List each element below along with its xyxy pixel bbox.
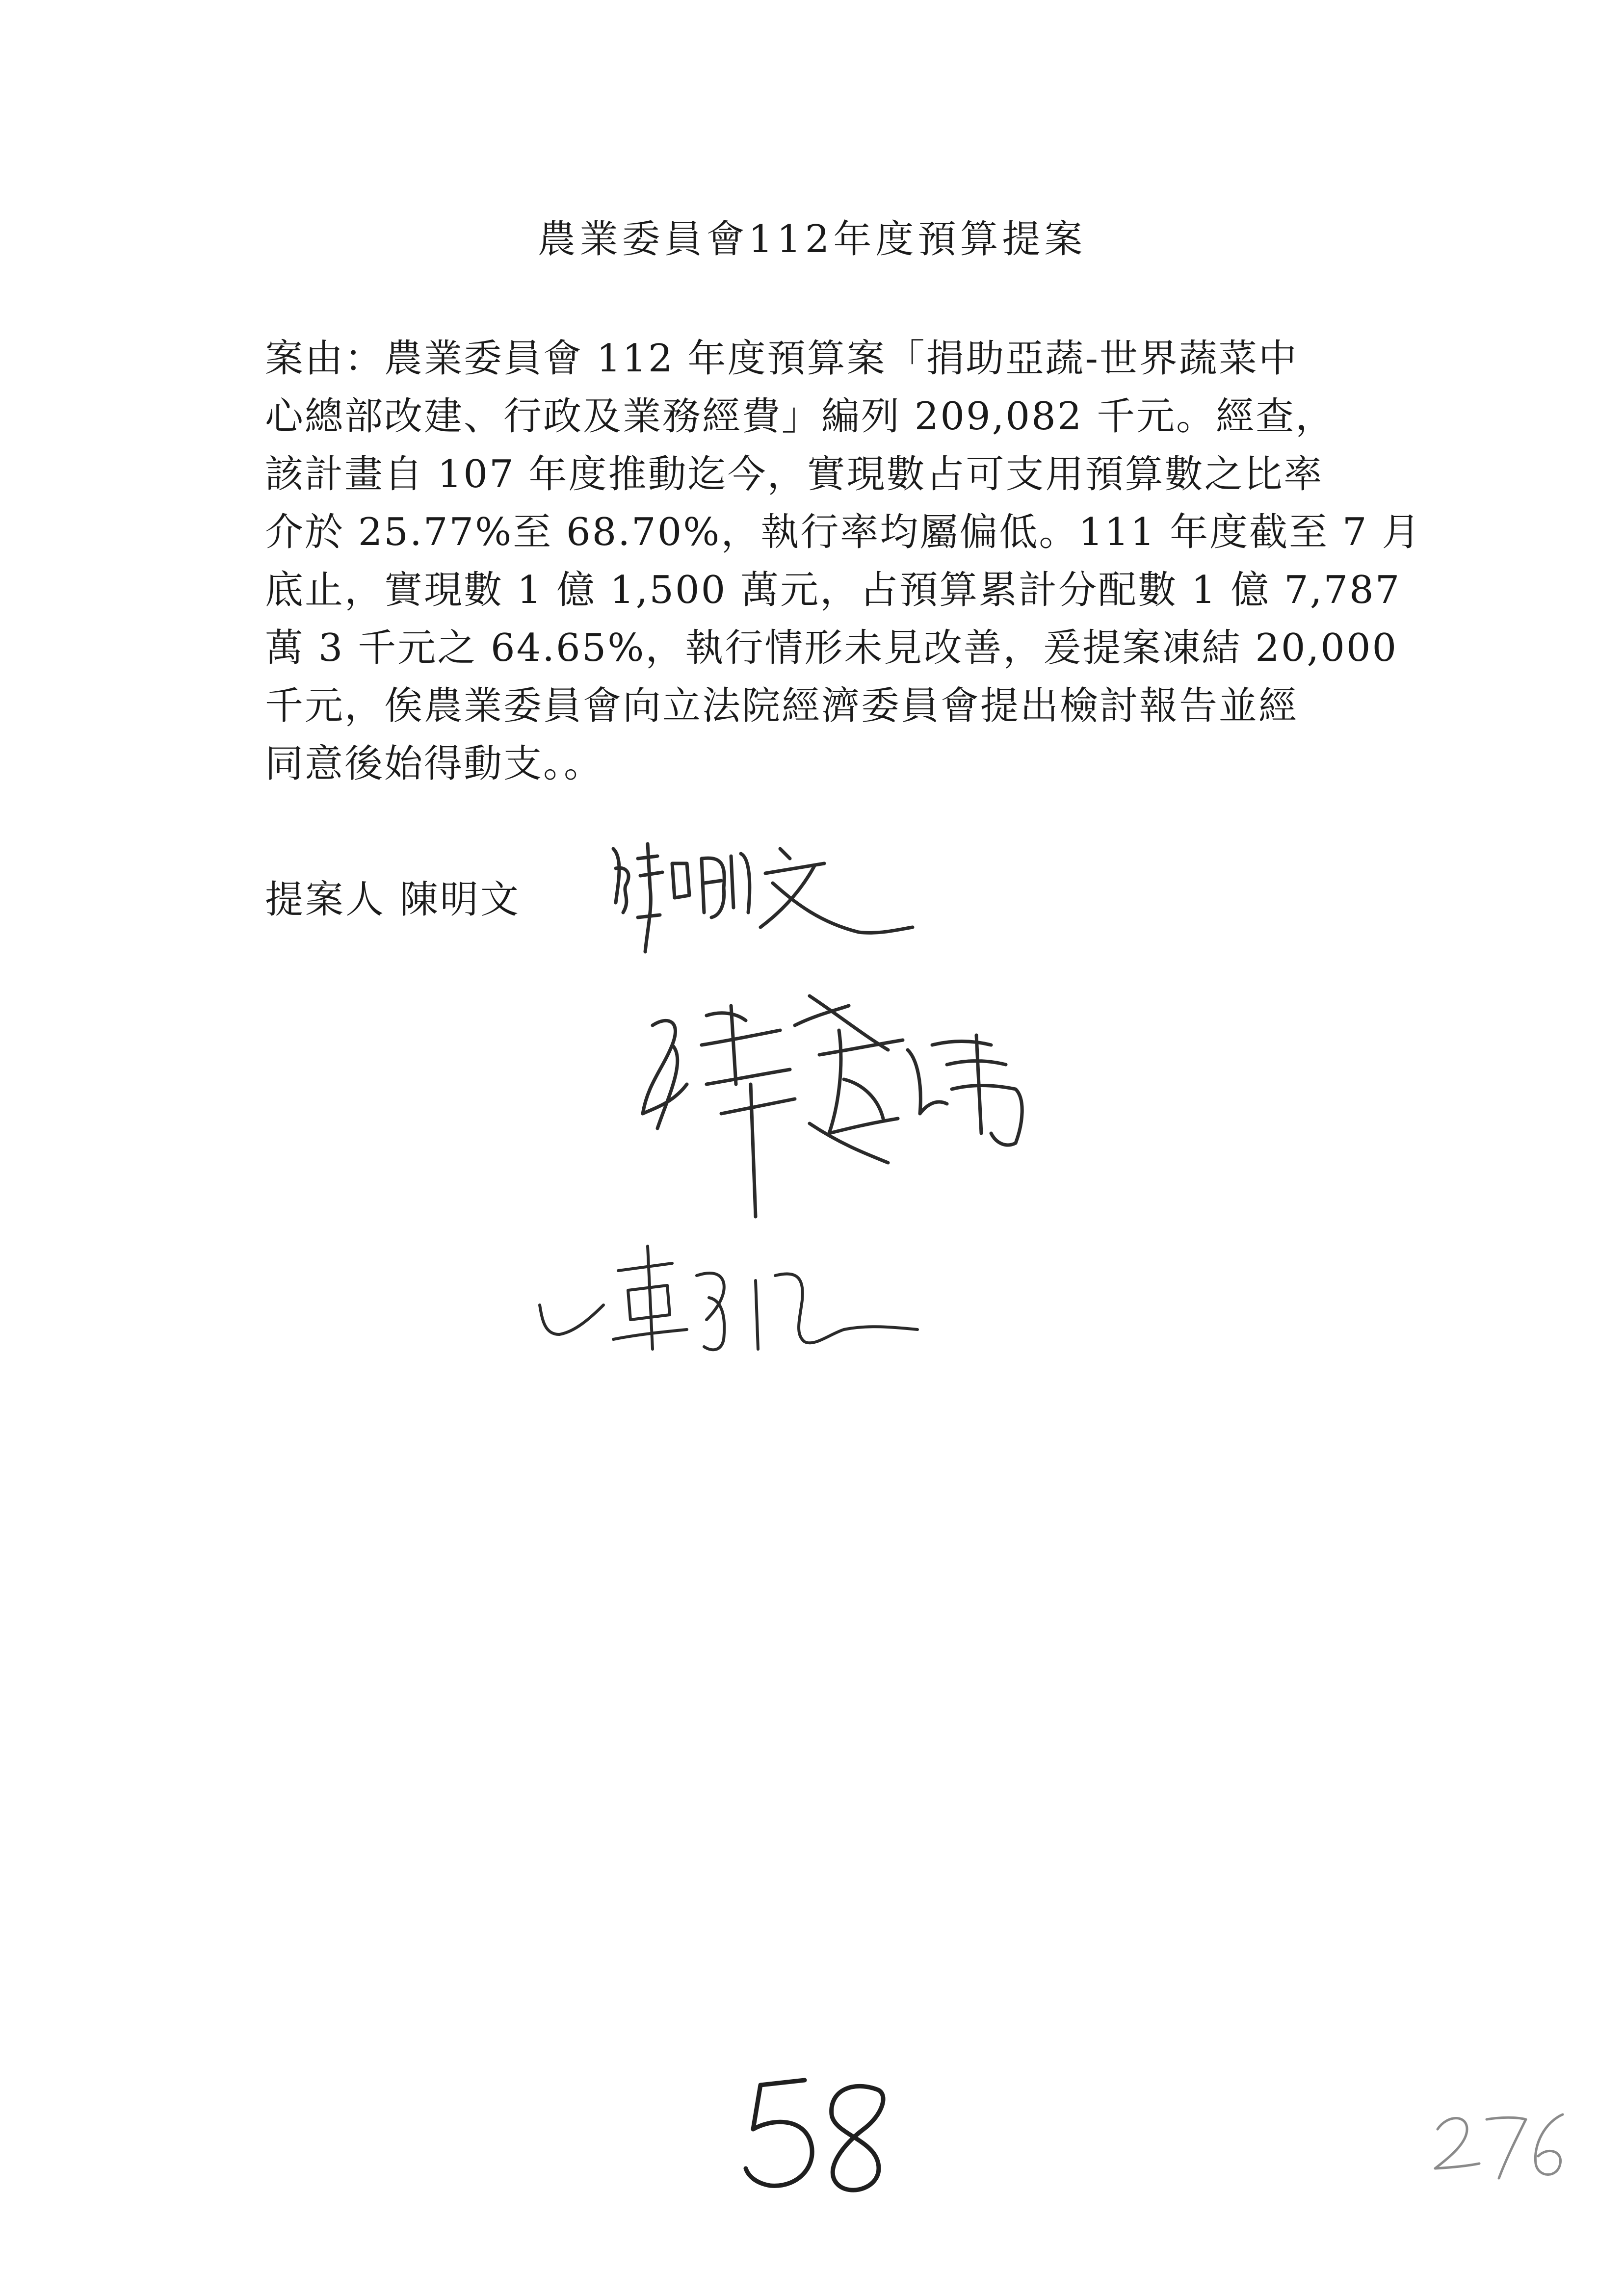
handwritten-signature-1 — [603, 829, 917, 976]
body-line: 底止，實現數 1 億 1,500 萬元，占預算累計分配數 1 億 7,787 — [265, 568, 1401, 612]
body-line: 萬 3 千元之 64.65%，執行情形未見改善，爰提案凍結 20,000 — [265, 626, 1398, 670]
body-line: 心總部改建、行政及業務經費」編列 209,082 千元。經查， — [265, 394, 1336, 439]
handwritten-signature-2 — [633, 986, 1055, 1241]
proposer-name: 陳明文 — [399, 878, 521, 922]
body-line: 該計畫自 107 年度推動迄今，實現數占可支用預算數之比率 — [265, 452, 1324, 496]
body-line: 同意後始得動支。。 — [265, 742, 604, 786]
document-title: 農業委員會112年度預算提案 — [537, 217, 1087, 261]
proposer-line — [265, 875, 521, 924]
handwritten-file-number — [1428, 2095, 1575, 2193]
handwritten-page-number — [731, 2061, 917, 2208]
handwritten-signature-3 — [530, 1236, 922, 1364]
body-line: 案由：農業委員會 112 年度預算案「捐助亞蔬-世界蔬菜中 — [265, 337, 1298, 381]
body-line: 介於 25.77%至 68.70%，執行率均屬偏低。111 年度截至 7 月 — [265, 510, 1422, 554]
proposal-body — [265, 330, 1422, 793]
proposer-label: 提案人 — [265, 878, 386, 922]
body-line: 千元，俟農業委員會向立法院經濟委員會提出檢討報告並經 — [265, 684, 1299, 728]
